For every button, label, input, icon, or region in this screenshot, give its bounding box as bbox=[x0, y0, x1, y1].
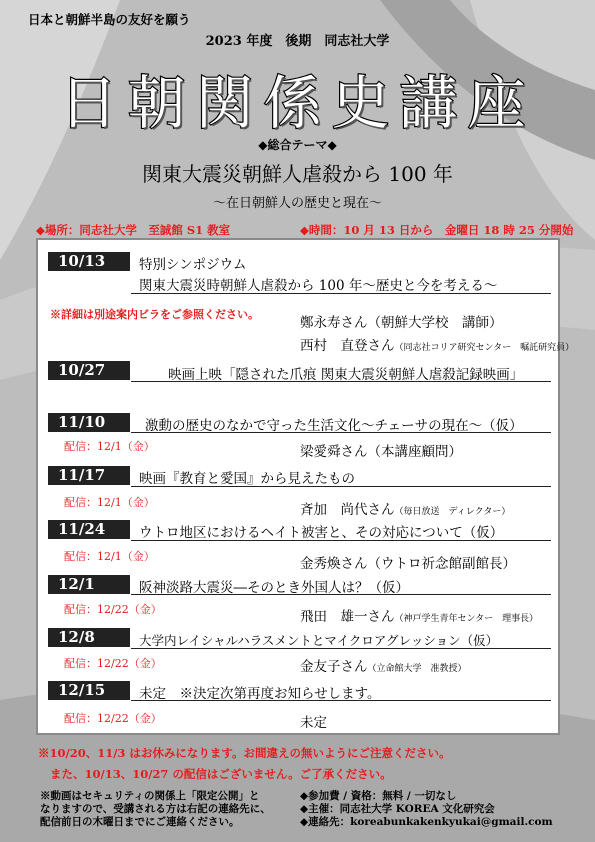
sub-theme: ～在日朝鮮人の歴史と現在～ bbox=[212, 196, 382, 211]
divider bbox=[131, 486, 551, 487]
session-date: 12/8 bbox=[48, 628, 130, 647]
session-date: 10/27 bbox=[48, 361, 130, 380]
speaker: 金友子さん（立命館大学 准教授） bbox=[300, 659, 467, 675]
speaker: 鄭永寿さん（朝鮮大学校 講師） bbox=[300, 315, 503, 331]
session-title: 特別シンポジウム bbox=[139, 257, 247, 273]
theme-label: ◆総合テーマ◆ bbox=[258, 138, 337, 152]
session-title: 大学内レイシャルハラスメントとマイクロアグレッション（仮） bbox=[139, 633, 499, 648]
speaker: 未定 bbox=[300, 715, 327, 731]
divider bbox=[131, 648, 551, 649]
contact-email: ◆連絡先：koreabunkakenkyukai@gmail.com bbox=[300, 816, 553, 828]
footer-info bbox=[300, 790, 553, 829]
delivery-date: 配信：12/22（金） bbox=[64, 603, 162, 616]
session-title: 激動の歴史のなかで守った生活文化～チェーサの現在～（仮） bbox=[145, 418, 523, 434]
divider bbox=[131, 594, 551, 595]
session-subtitle: 関東大震災時朝鮮人虐殺から 100 年～歴史と今を考える～ bbox=[139, 278, 498, 294]
speaker: 金秀煥さん（ウトロ祈念館副館長） bbox=[300, 556, 516, 572]
session-date: 11/17 bbox=[48, 466, 130, 485]
session-title: 映画上映「隠された爪痕 関東大震災朝鮮人虐殺記録映画」 bbox=[168, 367, 524, 383]
venue-info: ◆場所：同志社大学 至誠館 S1 教室 bbox=[36, 223, 231, 237]
divider bbox=[131, 293, 551, 294]
session-date: 12/15 bbox=[48, 681, 130, 700]
session-date: 12/1 bbox=[48, 575, 130, 594]
speaker: 飛田 雄一さん（神戸学生青年センター 理事長） bbox=[300, 609, 539, 625]
organization-tagline: 日本と朝鮮半島の友好を願う bbox=[28, 12, 191, 27]
session-title: 未定 ※決定次第再度お知らせします。 bbox=[139, 686, 381, 702]
organizer-info: ◆主催：同志社大学 KOREA 文化研究会 bbox=[300, 803, 495, 815]
delivery-date: 配信：12/22（金） bbox=[64, 657, 162, 670]
speaker: 西村 直登さん（同志社コリア研究センター 嘱託研究員） bbox=[300, 338, 575, 354]
holiday-notice: ※10/20、11/3 はお休みになります。お間違えの無いようにご注意ください。 bbox=[38, 746, 451, 760]
delivery-date: 配信：12/1（金） bbox=[64, 440, 155, 453]
lecture-term: 2023 年度 後期 同志社大学 bbox=[205, 34, 390, 49]
speaker: 梁愛舜さん（本講座顧問） bbox=[300, 444, 462, 460]
divider bbox=[131, 381, 551, 382]
page-title: 日朝関係史講座 bbox=[59, 69, 536, 137]
delivery-date: 配信：12/1（金） bbox=[64, 550, 155, 563]
delivery-date: 配信：12/22（金） bbox=[64, 712, 162, 725]
session-note: ※詳細は別途案内ビラをご参照ください。 bbox=[50, 308, 259, 321]
divider bbox=[131, 540, 551, 541]
session-title: 阪神淡路大震災―そのとき外国人は？（仮） bbox=[139, 580, 409, 596]
time-info: ◆時間：10 月 13 日から 金曜日 18 時 25 分開始 bbox=[300, 223, 574, 237]
main-theme: 関東大震災朝鮮人虐殺から 100 年 bbox=[142, 162, 453, 186]
session-date: 10/13 bbox=[48, 252, 130, 271]
session-title: ウトロ地区におけるヘイト被害と、その対応について（仮） bbox=[139, 525, 504, 541]
session-date: 11/24 bbox=[48, 520, 130, 539]
footer-note: ※動画はセキュリティの関係上「限定公開」と なりますので、受講される方は右記の連絡先に、 配信前日の木曜日までにご連絡ください。 bbox=[40, 790, 271, 828]
divider bbox=[131, 700, 551, 701]
session-title: 映画『教育と愛国』から見えたもの bbox=[139, 471, 355, 487]
session-date: 11/10 bbox=[48, 413, 130, 432]
delivery-date: 配信：12/1（金） bbox=[64, 496, 155, 509]
delivery-notice: また、10/13、10/27 の配信はございません。ご了承ください。 bbox=[50, 767, 392, 781]
fee-info: ◆参加費 / 資格：無料 / 一切なし bbox=[300, 790, 457, 802]
speaker: 斉加 尚代さん（毎日放送 ディレクター） bbox=[300, 502, 511, 518]
divider bbox=[131, 432, 551, 433]
